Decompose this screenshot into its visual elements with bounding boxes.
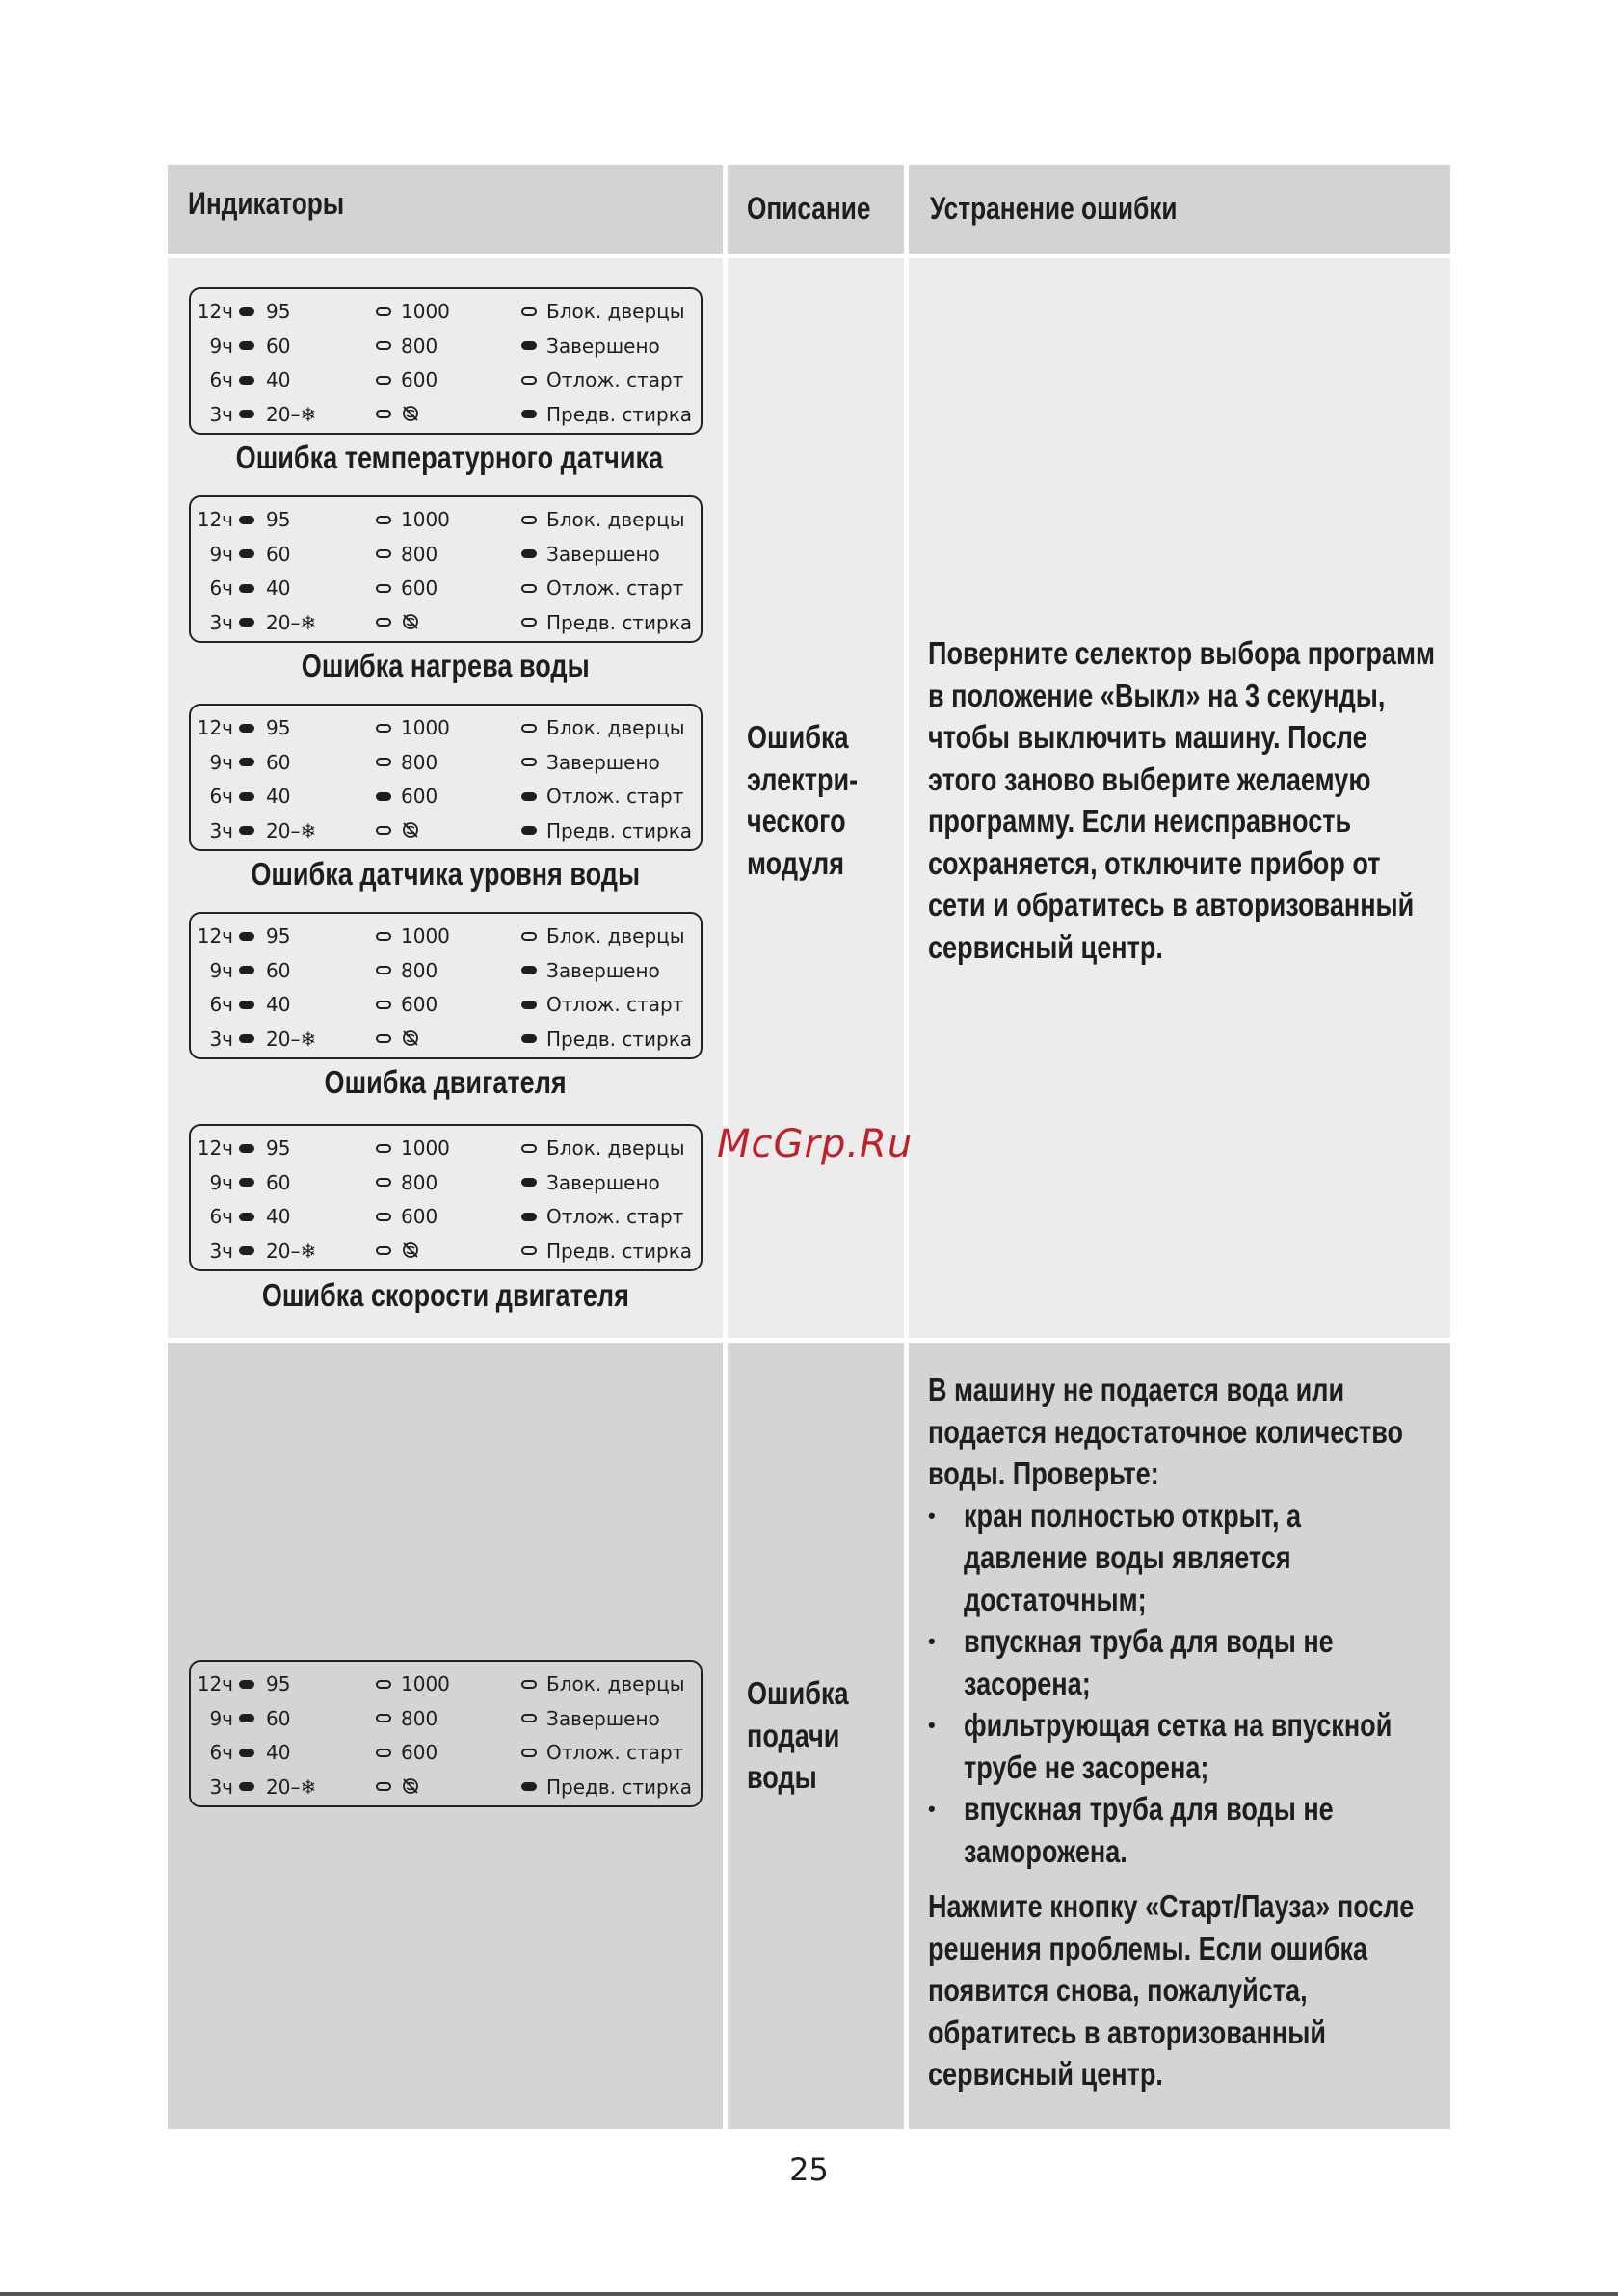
spin-speed-label: 800 xyxy=(401,958,438,982)
status-led xyxy=(521,1771,537,1804)
led-icon xyxy=(376,792,391,801)
led-icon xyxy=(521,724,537,733)
delay-led xyxy=(239,1235,254,1268)
delay-led xyxy=(239,814,254,848)
led-icon xyxy=(521,1178,537,1187)
led-icon xyxy=(376,826,391,835)
indicator-row xyxy=(191,503,701,537)
status-led xyxy=(521,538,537,572)
delay-hours-label: 6ч xyxy=(209,993,233,1016)
delay-led xyxy=(239,1668,254,1701)
indicator-row xyxy=(191,746,701,780)
indicator-panel xyxy=(189,1124,703,1271)
spin-led xyxy=(376,1736,391,1770)
led-icon xyxy=(521,966,537,974)
delay-led xyxy=(239,1702,254,1736)
status-led xyxy=(521,330,537,363)
spin-speed-label: 1000 xyxy=(401,1136,450,1160)
delay-hours-label: 6ч xyxy=(209,368,233,391)
led-icon xyxy=(521,1246,537,1255)
led-icon xyxy=(239,584,254,593)
status-label: Отлож. старт xyxy=(546,1741,684,1764)
status-label: Отлож. старт xyxy=(546,993,684,1016)
temperature-label: 60 xyxy=(266,334,291,358)
status-led xyxy=(521,1166,537,1200)
led-icon xyxy=(376,1034,391,1043)
status-led xyxy=(521,398,537,432)
delay-hours-label: 12ч xyxy=(197,1672,233,1695)
led-icon xyxy=(239,1714,254,1722)
indicator-row xyxy=(191,295,701,329)
led-icon xyxy=(521,341,537,350)
led-icon xyxy=(376,966,391,974)
temperature-label: 20–❄ xyxy=(266,402,317,426)
delay-hours-label: 12ч xyxy=(197,300,233,323)
delay-led xyxy=(239,295,254,329)
delay-hours-label: 9ч xyxy=(209,1706,233,1730)
led-icon xyxy=(239,1749,254,1757)
check-item: • впускная труба для воды не засорена; xyxy=(928,1620,1521,1704)
error-title-water-heating: Ошибка нагрева воды xyxy=(302,648,590,683)
error-title-motor: Ошибка двигателя xyxy=(324,1064,568,1100)
temperature-label: 95 xyxy=(266,1672,291,1695)
no-spin-symbol xyxy=(401,1023,420,1056)
spin-speed-label: 1000 xyxy=(401,716,450,739)
led-icon xyxy=(376,410,391,418)
bullet-icon: • xyxy=(928,1629,936,1653)
led-icon xyxy=(521,826,537,835)
delay-led xyxy=(239,954,254,988)
indicator-row xyxy=(191,1702,701,1736)
spin-led xyxy=(376,1132,391,1165)
indicator-row xyxy=(191,1771,701,1804)
spin-led xyxy=(376,954,391,988)
status-label: Отлож. старт xyxy=(546,576,684,600)
led-icon xyxy=(239,1001,254,1009)
status-label: Блок. дверцы xyxy=(546,508,685,531)
spin-led xyxy=(376,295,391,329)
led-icon xyxy=(239,792,254,801)
indicator-row xyxy=(191,1668,701,1701)
status-led xyxy=(521,1023,537,1056)
led-icon xyxy=(521,376,537,385)
delay-hours-label: 12ч xyxy=(197,924,233,948)
temperature-label: 20–❄ xyxy=(266,1775,317,1799)
header-fix: Устранение ошибки xyxy=(930,191,1178,226)
led-icon xyxy=(239,758,254,766)
spin-speed-label: 1000 xyxy=(401,300,450,323)
status-led xyxy=(521,920,537,953)
status-led xyxy=(521,503,537,537)
no-spin-icon xyxy=(401,404,420,423)
led-icon xyxy=(521,618,537,627)
indicator-row xyxy=(191,1166,701,1200)
delay-hours-label: 9ч xyxy=(209,542,233,566)
led-icon xyxy=(376,724,391,733)
led-icon xyxy=(521,307,537,316)
led-icon xyxy=(239,1246,254,1255)
no-spin-symbol xyxy=(401,1235,420,1268)
indicator-row xyxy=(191,1200,701,1234)
indicator-row xyxy=(191,1023,701,1056)
led-icon xyxy=(239,932,254,941)
error-title-water-level-sensor: Ошибка датчика уровня воды xyxy=(251,856,641,892)
temperature-label: 40 xyxy=(266,785,291,808)
led-icon xyxy=(376,376,391,385)
status-led xyxy=(521,988,537,1022)
led-icon xyxy=(376,1246,391,1255)
status-label: Завершено xyxy=(546,1170,660,1194)
temperature-label: 40 xyxy=(266,576,291,600)
temperature-label: 40 xyxy=(266,368,291,391)
no-spin-icon xyxy=(401,1028,420,1048)
led-icon xyxy=(376,341,391,350)
delay-led xyxy=(239,988,254,1022)
status-led xyxy=(521,954,537,988)
led-icon xyxy=(239,549,254,558)
temperature-label: 60 xyxy=(266,1706,291,1730)
spin-led xyxy=(376,814,391,848)
temperature-label: 60 xyxy=(266,750,291,774)
status-led xyxy=(521,1668,537,1701)
status-led xyxy=(521,295,537,329)
led-icon xyxy=(239,410,254,418)
spin-speed-label: 600 xyxy=(401,368,438,391)
led-icon xyxy=(376,1178,391,1187)
led-icon xyxy=(376,1213,391,1221)
delay-hours-label: 6ч xyxy=(209,1205,233,1228)
watermark: McGrp.Ru xyxy=(717,1122,914,1166)
spin-led xyxy=(376,1235,391,1268)
led-icon xyxy=(376,1782,391,1791)
led-icon xyxy=(239,1178,254,1187)
led-icon xyxy=(521,1213,537,1221)
led-icon xyxy=(239,618,254,627)
status-led xyxy=(521,814,537,848)
status-label: Предв. стирка xyxy=(546,818,693,842)
spin-led xyxy=(376,711,391,745)
delay-led xyxy=(239,330,254,363)
delay-led xyxy=(239,920,254,953)
spin-led xyxy=(376,503,391,537)
spin-speed-label: 600 xyxy=(401,1741,438,1764)
delay-led xyxy=(239,398,254,432)
led-icon xyxy=(521,549,537,558)
page-number: 25 xyxy=(789,2151,829,2188)
delay-hours-label: 12ч xyxy=(197,1136,233,1160)
spin-speed-label: 800 xyxy=(401,542,438,566)
spin-led xyxy=(376,780,391,814)
led-icon xyxy=(521,516,537,524)
indicator-row xyxy=(191,711,701,745)
temperature-label: 60 xyxy=(266,542,291,566)
no-spin-symbol xyxy=(401,1771,420,1804)
delay-hours-label: 3ч xyxy=(209,1775,233,1799)
delay-led xyxy=(239,1132,254,1165)
led-icon xyxy=(521,792,537,801)
status-label: Предв. стирка xyxy=(546,1239,693,1263)
led-icon xyxy=(376,758,391,766)
indicator-row xyxy=(191,538,701,572)
indicator-panel xyxy=(189,287,703,435)
status-label: Блок. дверцы xyxy=(546,924,685,948)
bullet-icon: • xyxy=(928,1797,936,1821)
status-led xyxy=(521,572,537,605)
delay-hours-label: 3ч xyxy=(209,1239,233,1263)
led-icon xyxy=(376,1001,391,1009)
delay-led xyxy=(239,780,254,814)
indicator-row xyxy=(191,1235,701,1268)
spin-speed-label: 600 xyxy=(401,993,438,1016)
led-icon xyxy=(239,1213,254,1221)
indicator-row xyxy=(191,1736,701,1770)
delay-led xyxy=(239,1023,254,1056)
led-icon xyxy=(376,618,391,627)
status-label: Блок. дверцы xyxy=(546,716,685,739)
led-icon xyxy=(376,516,391,524)
spin-led xyxy=(376,1668,391,1701)
delay-led xyxy=(239,503,254,537)
indicator-row xyxy=(191,954,701,988)
status-label: Отлож. старт xyxy=(546,1205,684,1228)
spin-led xyxy=(376,538,391,572)
led-icon xyxy=(521,1144,537,1153)
status-led xyxy=(521,1132,537,1165)
status-label: Предв. стирка xyxy=(546,610,693,634)
status-led xyxy=(521,606,537,640)
spin-led xyxy=(376,1702,391,1736)
delay-hours-label: 12ч xyxy=(197,716,233,739)
status-led xyxy=(521,1702,537,1736)
led-icon xyxy=(376,1749,391,1757)
spin-speed-label: 1000 xyxy=(401,924,450,948)
delay-hours-label: 6ч xyxy=(209,576,233,600)
spin-speed-label: 600 xyxy=(401,785,438,808)
indicator-panel xyxy=(189,1660,703,1807)
error-title-temperature-sensor: Ошибка температурного датчика xyxy=(235,440,664,475)
temperature-label: 95 xyxy=(266,716,291,739)
status-led xyxy=(521,1235,537,1268)
delay-led xyxy=(239,538,254,572)
status-led xyxy=(521,1200,537,1234)
delay-led xyxy=(239,1166,254,1200)
indicator-panel xyxy=(189,912,703,1059)
led-icon xyxy=(376,932,391,941)
led-icon xyxy=(239,1034,254,1043)
header-indicators: Индикаторы xyxy=(188,186,345,221)
status-label: Блок. дверцы xyxy=(546,1672,685,1695)
no-spin-symbol xyxy=(401,398,420,432)
error-title-motor-speed: Ошибка скорости двигателя xyxy=(261,1277,630,1313)
spin-speed-label: 1000 xyxy=(401,1672,450,1695)
led-icon xyxy=(521,584,537,593)
header-description: Описание xyxy=(747,191,871,226)
no-spin-icon xyxy=(401,612,420,631)
delay-hours-label: 9ч xyxy=(209,1170,233,1194)
bullet-icon: • xyxy=(928,1713,936,1737)
status-label: Завершено xyxy=(546,750,660,774)
led-icon xyxy=(239,307,254,316)
temperature-label: 20–❄ xyxy=(266,610,317,634)
spin-led xyxy=(376,398,391,432)
page-bottom-rule xyxy=(0,2292,1618,2296)
indicator-row xyxy=(191,814,701,848)
spin-led xyxy=(376,1166,391,1200)
spin-speed-label: 600 xyxy=(401,576,438,600)
spin-led xyxy=(376,363,391,397)
temperature-label: 95 xyxy=(266,924,291,948)
status-led xyxy=(521,746,537,780)
spin-speed-label: 800 xyxy=(401,750,438,774)
status-label: Отлож. старт xyxy=(546,368,684,391)
status-label: Завершено xyxy=(546,958,660,982)
spin-speed-label: 800 xyxy=(401,334,438,358)
led-icon xyxy=(521,410,537,418)
no-spin-icon xyxy=(401,1241,420,1260)
delay-led xyxy=(239,572,254,605)
led-icon xyxy=(239,826,254,835)
led-icon xyxy=(376,1714,391,1722)
temperature-label: 20–❄ xyxy=(266,818,317,842)
delay-led xyxy=(239,606,254,640)
temperature-label: 20–❄ xyxy=(266,1239,317,1263)
spin-led xyxy=(376,920,391,953)
delay-hours-label: 3ч xyxy=(209,610,233,634)
led-icon xyxy=(239,724,254,733)
indicator-row xyxy=(191,572,701,605)
led-icon xyxy=(376,549,391,558)
status-label: Предв. стирка xyxy=(546,402,693,426)
no-spin-symbol xyxy=(401,814,420,848)
delay-led xyxy=(239,363,254,397)
led-icon xyxy=(521,1749,537,1757)
indicator-panel xyxy=(189,704,703,851)
delay-led xyxy=(239,1736,254,1770)
indicator-row xyxy=(191,988,701,1022)
led-icon xyxy=(521,932,537,941)
check-item: • впускная труба для воды не заморожена. xyxy=(928,1788,1521,1872)
no-spin-symbol xyxy=(401,606,420,640)
check-item: • фильтрующая сетка на впускной трубе не засорена; xyxy=(928,1704,1521,1788)
status-label: Завершено xyxy=(546,1706,660,1730)
temperature-label: 95 xyxy=(266,508,291,531)
spin-led xyxy=(376,572,391,605)
led-icon xyxy=(376,1144,391,1153)
temperature-label: 95 xyxy=(266,1136,291,1160)
temperature-label: 40 xyxy=(266,1741,291,1764)
delay-hours-label: 9ч xyxy=(209,334,233,358)
spin-led xyxy=(376,746,391,780)
status-label: Предв. стирка xyxy=(546,1027,693,1051)
spin-led xyxy=(376,988,391,1022)
spin-led xyxy=(376,330,391,363)
spin-led xyxy=(376,1771,391,1804)
row1-description: Ошибка электри- ческого модуля xyxy=(747,719,859,881)
status-led xyxy=(521,363,537,397)
led-icon xyxy=(239,966,254,974)
row1-solution: Поверните селектор выбора программ в положение «Выкл» на 3 секунды, чтобы выключить машину. После этого заново выберите желаемую программу. Если неисправность сохраняется, отключите прибор от сети и обратитесь в авторизованный сервисный центр. xyxy=(928,635,1436,965)
temperature-label: 20–❄ xyxy=(266,1027,317,1051)
led-icon xyxy=(239,341,254,350)
temperature-label: 40 xyxy=(266,993,291,1016)
delay-led xyxy=(239,746,254,780)
delay-led xyxy=(239,1771,254,1804)
led-icon xyxy=(376,584,391,593)
spin-led xyxy=(376,606,391,640)
spin-speed-label: 1000 xyxy=(401,508,450,531)
indicator-row xyxy=(191,363,701,397)
indicator-row xyxy=(191,606,701,640)
delay-hours-label: 3ч xyxy=(209,1027,233,1051)
spin-led xyxy=(376,1023,391,1056)
led-icon xyxy=(239,376,254,385)
spin-led xyxy=(376,1200,391,1234)
status-label: Отлож. старт xyxy=(546,785,684,808)
temperature-label: 95 xyxy=(266,300,291,323)
temperature-label: 60 xyxy=(266,1170,291,1194)
status-label: Завершено xyxy=(546,542,660,566)
status-led xyxy=(521,1736,537,1770)
led-icon xyxy=(521,758,537,766)
delay-hours-label: 9ч xyxy=(209,750,233,774)
delay-hours-label: 6ч xyxy=(209,785,233,808)
delay-hours-label: 3ч xyxy=(209,818,233,842)
led-icon xyxy=(239,1782,254,1791)
indicator-row xyxy=(191,920,701,953)
temperature-label: 60 xyxy=(266,958,291,982)
row2-solution: В машину не подается вода или подается недостаточное количество воды. Проверьте: • кран полностью открыт, а давление воды является достаточным; • впускная труба для воды не засорена; • фильтрующая сетка на впускной трубе не засорена; • впускная труба для воды не заморожена. Нажмите кнопку «Старт/Пауза» после решения проблемы. Если ошибка появится снова, пожалуйста, обратитесь в авторизованный сервисный центр. xyxy=(928,1369,1521,2096)
led-icon xyxy=(239,1144,254,1153)
temperature-label: 40 xyxy=(266,1205,291,1228)
indicator-row xyxy=(191,1132,701,1165)
spin-speed-label: 800 xyxy=(401,1170,438,1194)
delay-hours-label: 9ч xyxy=(209,958,233,982)
delay-hours-label: 12ч xyxy=(197,508,233,531)
spin-speed-label: 600 xyxy=(401,1205,438,1228)
spin-speed-label: 800 xyxy=(401,1706,438,1730)
delay-hours-label: 3ч xyxy=(209,402,233,426)
delay-led xyxy=(239,1200,254,1234)
no-spin-icon xyxy=(401,1776,420,1796)
indicator-row xyxy=(191,780,701,814)
status-label: Блок. дверцы xyxy=(546,1136,685,1160)
led-icon xyxy=(521,1782,537,1791)
indicator-row xyxy=(191,398,701,432)
status-label: Завершено xyxy=(546,334,660,358)
status-led xyxy=(521,711,537,745)
delay-led xyxy=(239,711,254,745)
row2-description: Ошибка подачи воды xyxy=(747,1675,849,1795)
status-label: Предв. стирка xyxy=(546,1775,693,1799)
led-icon xyxy=(376,1680,391,1689)
led-icon xyxy=(239,1680,254,1689)
check-item: • кран полностью открыт, а давление воды является достаточным; xyxy=(928,1495,1521,1621)
led-icon xyxy=(521,1680,537,1689)
bullet-icon: • xyxy=(928,1503,936,1528)
led-icon xyxy=(521,1034,537,1043)
led-icon xyxy=(521,1001,537,1009)
status-led xyxy=(521,780,537,814)
no-spin-icon xyxy=(401,820,420,840)
led-icon xyxy=(521,1714,537,1722)
delay-hours-label: 6ч xyxy=(209,1741,233,1764)
indicator-row xyxy=(191,330,701,363)
led-icon xyxy=(376,307,391,316)
led-icon xyxy=(239,516,254,524)
status-label: Блок. дверцы xyxy=(546,300,685,323)
indicator-panel xyxy=(189,495,703,643)
